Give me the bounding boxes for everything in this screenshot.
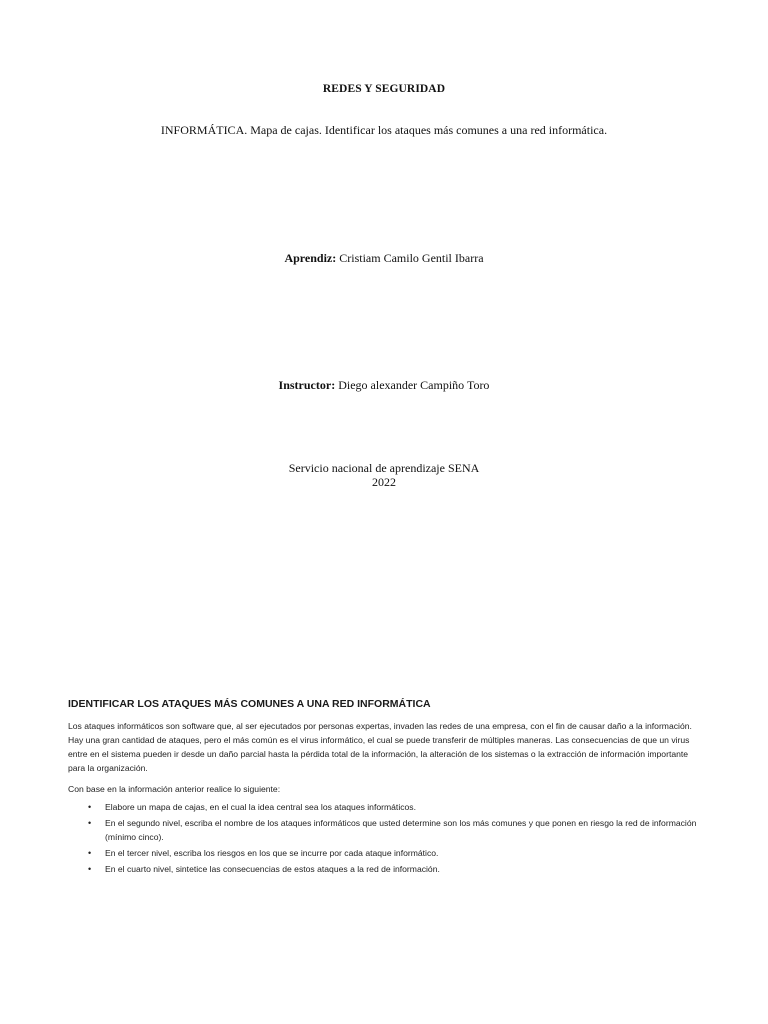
apprentice-label: Aprendiz:	[284, 251, 337, 265]
instructor-label: Instructor:	[278, 378, 336, 392]
activity-section	[68, 697, 698, 878]
apprentice-name: Cristiam Camilo Gentil Ibarra	[336, 251, 484, 265]
task-item	[68, 846, 698, 860]
document-year: 2022	[372, 475, 396, 489]
apprentice-line	[0, 252, 768, 265]
bullet-icon: •	[88, 848, 92, 858]
task-item	[68, 816, 698, 844]
task-item	[68, 862, 698, 876]
instruction-lead: Con base en la información anterior realice lo siguiente:	[68, 784, 281, 794]
task-text: En el cuarto nivel, sintetice las consecuencias de estos ataques a la red de información.	[105, 864, 440, 874]
section-heading: IDENTIFICAR LOS ATAQUES MÁS COMUNES A UNA RED INFORMÁTICA	[68, 698, 431, 710]
bullet-icon: •	[88, 818, 92, 828]
instructor-name: Diego alexander Campiño Toro	[335, 378, 490, 392]
task-text: En el segundo nivel, escriba el nombre de los ataques informáticos que usted determine son los más comunes y que ponen en riesgo la red de información (mínimo cinco).	[105, 818, 697, 842]
institution-name: Servicio nacional de aprendizaje SENA	[288, 461, 480, 475]
bullet-icon: •	[88, 864, 92, 874]
task-text: Elabore un mapa de cajas, en el cual la idea central sea los ataques informáticos.	[105, 802, 416, 812]
task-item	[68, 800, 698, 814]
instructor-line	[0, 379, 768, 392]
document-title: REDES Y SEGURIDAD	[322, 83, 446, 95]
task-list	[68, 800, 698, 876]
bullet-icon: •	[88, 802, 92, 812]
intro-paragraph: Los ataques informáticos son software que, al ser ejecutados por personas expertas, invaden las redes de una empresa, con el fin de causar daño a la información. Hay una gran cantidad de ataques, pero el más común es el virus informático, el cual se puede transferir de múltiples maneras. Las consecuencias de que un virus entre en el sistema pueden ir desde un daño parcial hasta la pérdida total de la información, la alteración de los sistemas o la extracción de información importante para la organización.	[68, 721, 692, 773]
document-subtitle: INFORMÁTICA. Mapa de cajas. Identificar los ataques más comunes a una red informática.	[160, 123, 608, 137]
task-text: En el tercer nivel, escriba los riesgos en los que se incurre por cada ataque informático.	[105, 848, 439, 858]
